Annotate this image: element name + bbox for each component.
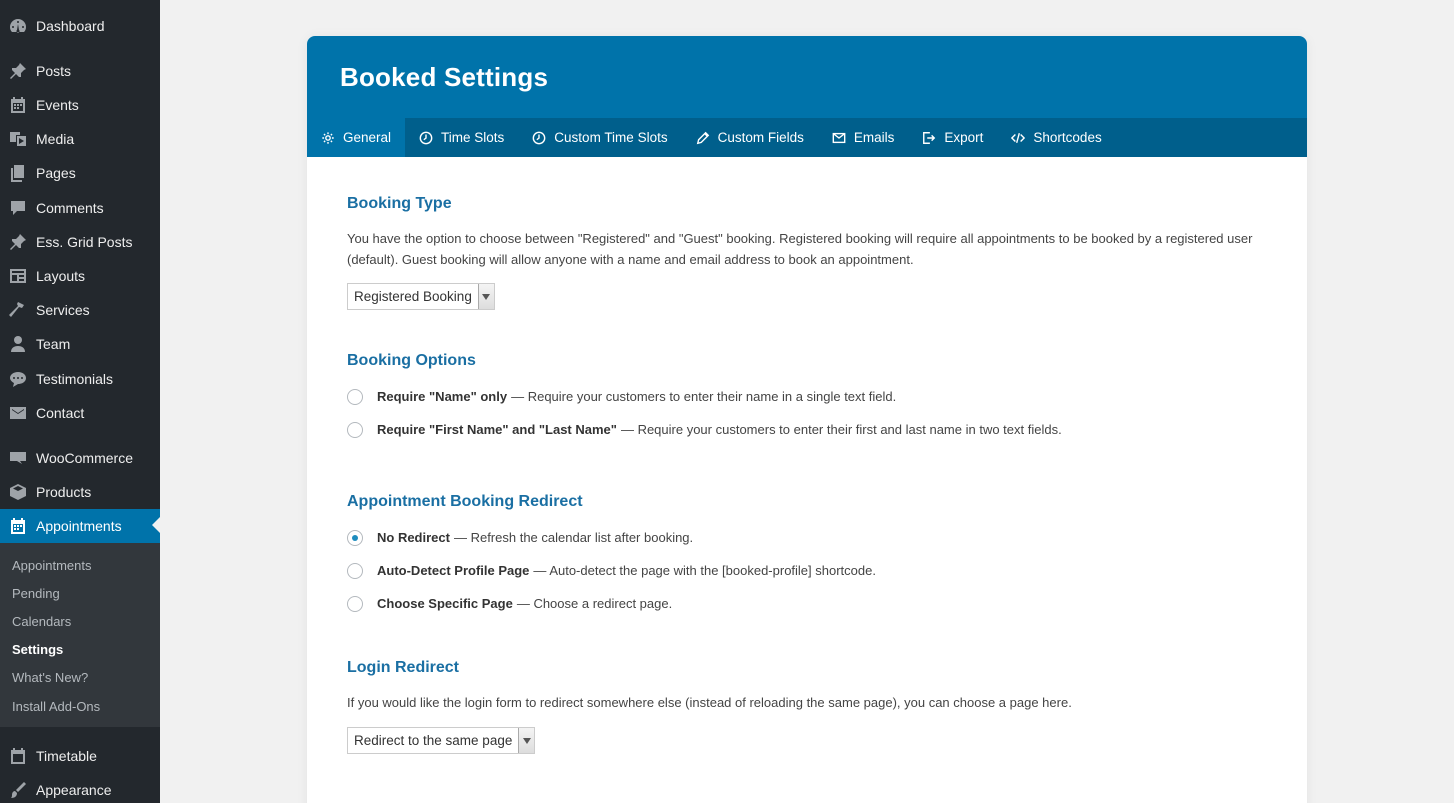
calendar-icon <box>0 516 36 536</box>
select-value: Redirect to the same page <box>354 733 513 748</box>
clock-icon <box>532 131 546 145</box>
testimonial-icon <box>0 369 36 389</box>
submenu-item-appointments[interactable]: Appointments <box>12 558 92 573</box>
submenu-item-calendars[interactable]: Calendars <box>12 614 72 629</box>
submenu-item-pending[interactable]: Pending <box>12 586 60 601</box>
pin-icon <box>0 232 36 252</box>
tab-custom-time-slots[interactable] <box>518 118 681 157</box>
dashboard-icon <box>0 16 36 36</box>
sidebar-item-testimonials[interactable] <box>0 362 160 396</box>
sidebar-item-label: Appearance <box>36 782 112 798</box>
clock-icon <box>419 131 433 145</box>
hammer-icon <box>0 300 36 320</box>
sidebar-item-label: Products <box>36 484 92 500</box>
sidebar-item-label: Services <box>36 302 90 318</box>
submenu-item-settings[interactable]: Settings <box>12 642 64 657</box>
panel-header <box>307 36 1307 118</box>
settings-panel <box>307 36 1307 803</box>
radio-option-no-redirect[interactable] <box>347 521 1267 554</box>
login-redirect-description: If you would like the login form to redirect somewhere else (instead of reloading the same page), you can choose a page here. <box>347 695 1072 710</box>
tab-export[interactable] <box>908 118 997 157</box>
sidebar-item-layouts[interactable] <box>0 259 160 293</box>
sidebar-item-label: Ess. Grid Posts <box>36 234 133 250</box>
sidebar-item-label: Appointments <box>36 518 122 534</box>
option-label: No Redirect <box>377 530 450 545</box>
comment-icon <box>0 198 36 218</box>
radio-button[interactable] <box>347 422 363 438</box>
sidebar-item-label: Dashboard <box>36 18 105 34</box>
sidebar-item-comments[interactable] <box>0 191 160 225</box>
media-icon <box>0 129 36 149</box>
tab-label: General <box>343 130 392 145</box>
user-icon <box>0 334 36 354</box>
box-icon <box>0 482 36 502</box>
radio-option-first-last-name[interactable] <box>347 413 1267 446</box>
section-title-booking-options: Booking Options <box>347 352 476 369</box>
option-description: — Require your customers to enter their name in a single text field. <box>511 389 897 404</box>
settings-tabs <box>307 118 1307 157</box>
sidebar-item-pages[interactable] <box>0 156 160 190</box>
option-description: — Refresh the calendar list after booking. <box>453 530 694 545</box>
sidebar-item-ess-grid-posts[interactable] <box>0 225 160 259</box>
mail-icon <box>0 403 36 423</box>
sidebar-item-label: Pages <box>36 165 76 181</box>
sidebar-item-appearance[interactable] <box>0 773 160 803</box>
tab-general[interactable] <box>307 118 405 157</box>
chevron-down-icon <box>478 284 494 309</box>
option-label: Auto-Detect Profile Page <box>377 563 530 578</box>
sidebar-item-label: Media <box>36 131 75 147</box>
sidebar-item-services[interactable] <box>0 293 160 327</box>
sidebar-item-label: Timetable <box>36 748 97 764</box>
sidebar-item-woocommerce[interactable] <box>0 441 160 475</box>
sidebar-item-products[interactable] <box>0 475 160 509</box>
pages-icon <box>0 163 36 183</box>
tab-shortcodes[interactable] <box>997 118 1115 157</box>
tab-label: Custom Fields <box>717 130 804 145</box>
sidebar-item-media[interactable] <box>0 122 160 156</box>
sidebar-item-label: Contact <box>36 405 85 421</box>
radio-option-name-only[interactable] <box>347 380 1267 413</box>
sidebar-item-timetable[interactable] <box>0 739 160 773</box>
sidebar-item-label: Posts <box>36 63 72 79</box>
tab-label: Custom Time Slots <box>554 130 668 145</box>
sidebar-item-team[interactable] <box>0 327 160 361</box>
option-label: Require "First Name" and "Last Name" <box>377 422 617 437</box>
tab-label: Shortcodes <box>1033 130 1102 145</box>
sidebar-item-label: Testimonials <box>36 371 114 387</box>
submenu-item-install-addons[interactable]: Install Add-Ons <box>12 699 101 714</box>
appointments-submenu <box>0 543 160 727</box>
sidebar-item-posts[interactable] <box>0 54 160 88</box>
sidebar-item-label: Events <box>36 97 79 113</box>
sidebar-item-appointments[interactable] <box>0 509 160 543</box>
option-description: — Require your customers to enter their first and last name in two text fields. <box>620 422 1062 437</box>
radio-button[interactable] <box>347 389 363 405</box>
calendar-icon <box>0 746 36 766</box>
sidebar-item-label: Layouts <box>36 268 86 284</box>
pencil-icon <box>696 131 710 145</box>
pin-icon <box>0 61 36 81</box>
tab-emails[interactable] <box>818 118 909 157</box>
radio-option-auto-detect[interactable] <box>347 554 1267 587</box>
code-icon <box>1011 131 1025 145</box>
tab-custom-fields[interactable] <box>682 118 818 157</box>
select-value: Registered Booking <box>354 289 472 304</box>
option-description: — Choose a redirect page. <box>516 596 673 611</box>
brush-icon <box>0 780 36 800</box>
option-description: — Auto-detect the page with the [booked-profile] shortcode. <box>533 563 876 578</box>
sidebar-item-contact[interactable] <box>0 396 160 430</box>
login-redirect-select[interactable] <box>347 727 535 754</box>
option-label: Require "Name" only <box>377 389 508 404</box>
gear-icon <box>321 131 335 145</box>
chevron-down-icon <box>518 728 534 753</box>
settings-content <box>307 157 1307 754</box>
sidebar-item-events[interactable] <box>0 88 160 122</box>
tab-label: Export <box>944 130 984 145</box>
sidebar-item-label: WooCommerce <box>36 450 133 466</box>
submenu-item-whats-new[interactable]: What's New? <box>12 670 89 685</box>
layout-icon <box>0 266 36 286</box>
booking-type-description: You have the option to choose between "Registered" and "Guest" booking. Registered booking will require all appointments to be booked by a registered user (default). Guest booking will allow anyone with a name and email address to book an appointment. <box>347 231 1253 267</box>
section-title-login-redirect: Login Redirect <box>347 659 460 676</box>
section-title-booking-redirect: Appointment Booking Redirect <box>347 493 583 510</box>
radio-option-specific-page[interactable] <box>347 587 1267 620</box>
export-icon <box>922 131 936 145</box>
sidebar-item-label: Comments <box>36 200 104 216</box>
envelope-icon <box>832 131 846 145</box>
calendar-icon <box>0 95 36 115</box>
radio-button[interactable] <box>347 563 363 579</box>
section-title-booking-type: Booking Type <box>347 195 452 212</box>
sidebar-item-label: Team <box>36 336 71 352</box>
sidebar-item-dashboard[interactable] <box>0 9 160 43</box>
option-label: Choose Specific Page <box>377 596 513 611</box>
tab-label: Emails <box>853 130 895 145</box>
tab-time-slots[interactable] <box>405 118 518 157</box>
booking-type-select[interactable] <box>347 283 495 310</box>
admin-sidebar <box>0 0 160 803</box>
radio-button[interactable] <box>347 596 363 612</box>
woocommerce-icon <box>0 448 36 468</box>
radio-button[interactable] <box>347 530 363 546</box>
page-title: Booked Settings <box>340 61 549 92</box>
tab-label: Time Slots <box>441 130 505 145</box>
